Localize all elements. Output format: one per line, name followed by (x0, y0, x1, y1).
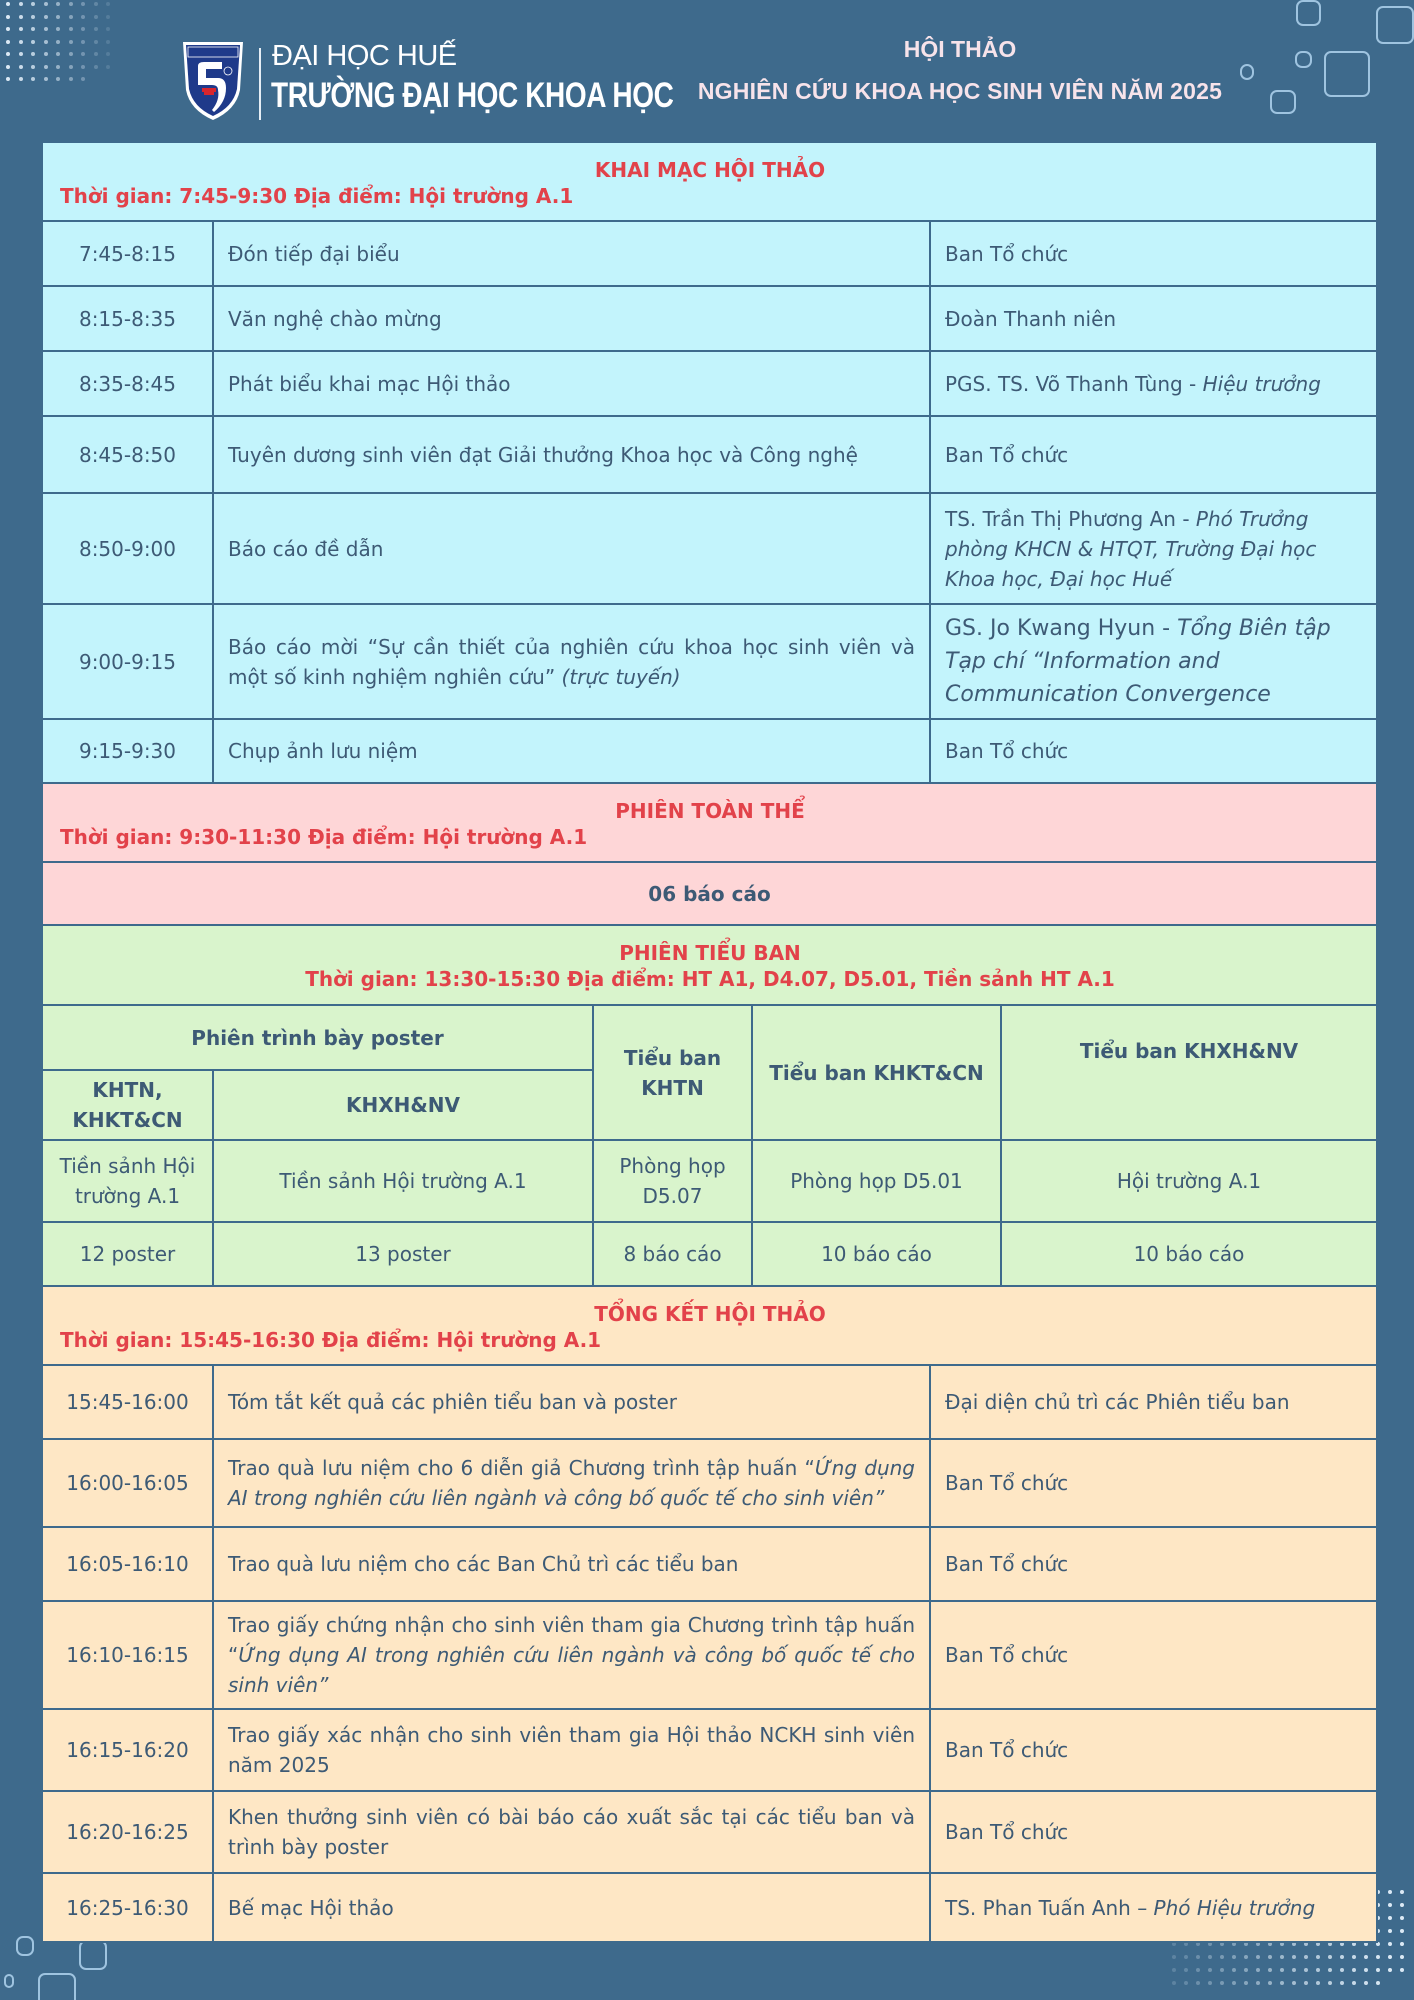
section-meta: Thời gian: 15:45-16:30 Địa điểm: Hội trường A.1 (60, 1327, 602, 1352)
presenter: Ban Tổ chức (945, 442, 1069, 467)
time-cell (42, 1365, 213, 1439)
time-cell (42, 286, 213, 351)
activity-cell (213, 1791, 930, 1873)
location-cell (42, 1140, 213, 1222)
dot (1292, 1968, 1296, 1972)
presenter: Đoàn Thanh niên (945, 306, 1117, 331)
dot (1184, 1981, 1188, 1985)
dot (1268, 1981, 1272, 1985)
presenter: Ban Tổ chức (945, 1643, 1069, 1667)
activity: Trao giấy chứng nhận cho sinh viên tham gia Chương trình tập huấn “ (228, 1613, 915, 1667)
activity-emphasis: (trực tuyến) (561, 664, 681, 689)
time: 15:45-16:00 (66, 1390, 189, 1414)
presenter-cell (930, 493, 1377, 604)
count-cell (1001, 1222, 1377, 1286)
presenter: TS. Phan Tuấn Anh – (945, 1895, 1154, 1920)
activity: Tuyên dương sinh viên đạt Giải thưởng Khoa học và Công nghệ (228, 442, 858, 467)
dot (1268, 1968, 1272, 1972)
dot (1304, 1968, 1308, 1972)
university-logo (178, 38, 248, 122)
dot (1316, 1981, 1320, 1985)
time: 16:20-16:25 (66, 1820, 189, 1844)
presenter-cell (930, 604, 1377, 719)
dot (1304, 1981, 1308, 1985)
agenda-table (41, 141, 1378, 1943)
closing-section-header (42, 1286, 1377, 1365)
presenter-cell (930, 1365, 1377, 1439)
presenter: GS. Jo Kwang Hyun - (945, 616, 1178, 641)
agenda-row (42, 1709, 1377, 1791)
dot (1400, 1968, 1404, 1972)
activity-cell (213, 286, 930, 351)
plenary-report-count: 06 báo cáo (648, 881, 771, 906)
count-cell (213, 1222, 593, 1286)
time: 16:00-16:05 (66, 1471, 189, 1495)
column-header-label: Tiểu ban KHTN (623, 1045, 722, 1100)
time-cell (42, 1439, 213, 1527)
time: 7:45-8:15 (78, 241, 177, 266)
dot (1196, 1955, 1200, 1959)
location: Hội trường A.1 (1116, 1169, 1262, 1193)
dot (1316, 1955, 1320, 1959)
time-cell (42, 1601, 213, 1709)
presenter-cell (930, 1791, 1377, 1873)
section-meta: Thời gian: 13:30-15:30 Địa điểm: HT A1, D4.07, D5.01, Tiền sảnh HT A.1 (305, 967, 1115, 991)
agenda-row (42, 719, 1377, 783)
agenda-row (42, 1439, 1377, 1527)
parallel-header-row (42, 1005, 1377, 1070)
location-cell (213, 1140, 593, 1222)
dot (1364, 1955, 1368, 1959)
activity: Báo cáo đề dẫn (228, 536, 384, 561)
presenter: Ban Tổ chức (945, 1820, 1069, 1844)
activity-cell (213, 351, 930, 416)
section-title: KHAI MẠC HỘI THẢO (594, 157, 826, 182)
dot (1184, 1968, 1188, 1972)
dot (1280, 1981, 1284, 1985)
dot (1292, 1981, 1296, 1985)
section-meta: Thời gian: 7:45-9:30 Địa điểm: Hội trường A.1 (60, 183, 574, 208)
decorative-square (38, 1973, 76, 2000)
column-header (593, 1005, 752, 1140)
presenter-cell (930, 1601, 1377, 1709)
presenter: TS. Trần Thị Phương An - (945, 506, 1196, 531)
dot (1352, 1955, 1356, 1959)
dot (1340, 1968, 1344, 1972)
presenter-role: Phó Hiệu trưởng (1153, 1895, 1316, 1920)
activity-cell (213, 221, 930, 286)
column-header-label: KHXH&NV (345, 1093, 461, 1117)
dot (1220, 1955, 1224, 1959)
presenter-role: Hiệu trưởng (1202, 371, 1321, 396)
dot (1400, 1903, 1404, 1907)
section-title: TỔNG KẾT HỘI THẢO (594, 1301, 826, 1326)
presenter-cell (930, 1709, 1377, 1791)
page-header (0, 0, 1414, 140)
dot (1184, 1955, 1188, 1959)
agenda-row (42, 493, 1377, 604)
dot (1196, 1981, 1200, 1985)
dot (1280, 1968, 1284, 1972)
dot (1280, 1955, 1284, 1959)
activity-cell (213, 719, 930, 783)
parallel-section-header (42, 925, 1377, 1005)
location: Phòng họp D5.01 (790, 1169, 963, 1193)
presenter: Ban Tổ chức (945, 241, 1069, 266)
presenter: Đại diện chủ trì các Phiên tiểu ban (945, 1390, 1290, 1414)
plenary-summary-row (42, 862, 1377, 925)
dot (1388, 1916, 1392, 1920)
presenter: Ban Tổ chức (945, 1471, 1069, 1495)
dot (1352, 1968, 1356, 1972)
time-cell (42, 1873, 213, 1942)
dot (1376, 1968, 1380, 1972)
time: 8:50-9:00 (78, 536, 177, 561)
activity-cell (213, 1709, 930, 1791)
dot (1172, 1955, 1176, 1959)
activity: Văn nghệ chào mừng (228, 306, 442, 331)
time-cell (42, 493, 213, 604)
activity: Khen thưởng sinh viên có bài báo cáo xuất sắc tại các tiểu ban và trình bày poster (228, 1805, 915, 1859)
dot (1388, 1929, 1392, 1933)
dot (1196, 1968, 1200, 1972)
dot (1292, 1955, 1296, 1959)
location-cell (1001, 1140, 1377, 1222)
time: 9:15-9:30 (78, 739, 177, 763)
presenter-cell (930, 351, 1377, 416)
count: 12 poster (79, 1242, 176, 1266)
dot (1232, 1955, 1236, 1959)
agenda-row (42, 1791, 1377, 1873)
column-header (752, 1005, 1001, 1140)
dot (1208, 1981, 1212, 1985)
count-cell (752, 1222, 1001, 1286)
dot (1400, 1942, 1404, 1946)
presenter-role: Tổng Biên tập Tạp chí “Information and Communication Convergence (945, 616, 1331, 707)
agenda-row (42, 604, 1377, 719)
column-header-label: Tiểu ban KHXH&NV (1079, 1039, 1299, 1063)
parallel-counts-row (42, 1222, 1377, 1286)
presenter: Ban Tổ chức (945, 1738, 1069, 1762)
poster-group-header (42, 1005, 593, 1070)
count-cell (593, 1222, 752, 1286)
dot (1208, 1955, 1212, 1959)
dot (1316, 1968, 1320, 1972)
school-name: TRƯỜNG ĐẠI HỌC KHOA HỌC (271, 76, 674, 115)
time: 16:15-16:20 (66, 1738, 189, 1762)
time-cell (42, 416, 213, 493)
event-title: HỘI THẢO (903, 36, 1017, 62)
column-header-label: KHTN, KHKT&CN (72, 1078, 183, 1132)
agenda-row (42, 1601, 1377, 1709)
dot (1376, 1955, 1380, 1959)
time: 8:35-8:45 (78, 371, 177, 396)
dot (1268, 1955, 1272, 1959)
dot (1340, 1981, 1344, 1985)
agenda-row (42, 416, 1377, 493)
dot (1244, 1981, 1248, 1985)
activity-cell (213, 604, 930, 719)
activity-cell (213, 1365, 930, 1439)
plenary-section-header (42, 783, 1377, 862)
count: 10 báo cáo (821, 1242, 932, 1266)
poster-group-label: Phiên trình bày poster (191, 1025, 444, 1050)
time: 8:45-8:50 (78, 442, 177, 467)
column-header (42, 1070, 213, 1140)
decorative-square (16, 1936, 34, 1956)
presenter: Ban Tổ chức (945, 1552, 1069, 1576)
dot (1328, 1955, 1332, 1959)
presenter-cell (930, 1873, 1377, 1942)
activity: Tóm tắt kết quả các phiên tiểu ban và poster (228, 1390, 678, 1414)
presenter-role: Phó Trưởng phòng KHCN & HTQT, Trường Đại học Khoa học, Đại học Huế (945, 506, 1317, 591)
dot (1256, 1955, 1260, 1959)
location: Tiền sảnh Hội trường A.1 (279, 1169, 527, 1193)
activity-cell (213, 493, 930, 604)
agenda-row (42, 286, 1377, 351)
column-header (1001, 1005, 1377, 1140)
time-cell (42, 221, 213, 286)
dot (1388, 1890, 1392, 1894)
dot (1400, 1916, 1404, 1920)
opening-section-header (42, 142, 1377, 221)
presenter-cell (930, 1527, 1377, 1601)
dot (1172, 1981, 1176, 1985)
dot (1352, 1981, 1356, 1985)
activity: Trao quà lưu niệm cho các Ban Chủ trì các tiểu ban (228, 1552, 739, 1576)
agenda-row (42, 1527, 1377, 1601)
time-cell (42, 351, 213, 416)
agenda-row (42, 1365, 1377, 1439)
dot (1388, 1955, 1392, 1959)
decorative-square (4, 1974, 14, 1988)
presenter-cell (930, 221, 1377, 286)
time: 16:05-16:10 (66, 1552, 189, 1576)
count: 10 báo cáo (1133, 1242, 1245, 1266)
time-cell (42, 1709, 213, 1791)
presenter: Ban Tổ chức (945, 739, 1069, 763)
time-cell (42, 719, 213, 783)
decorative-square (79, 1940, 107, 1970)
dot (1400, 1890, 1404, 1894)
location-cell (752, 1140, 1001, 1222)
activity: Báo cáo mời “Sự cần thiết của nghiên cứu khoa học sinh viên và một số kinh nghiệm nghiên cứu” (228, 634, 915, 689)
activity-cell (213, 1527, 930, 1601)
event-subtitle: NGHIÊN CỨU KHOA HỌC SINH VIÊN NĂM 2025 (697, 78, 1223, 104)
section-title: PHIÊN TIỂU BAN (619, 941, 801, 965)
dot (1328, 1981, 1332, 1985)
dot (1388, 1968, 1392, 1972)
dot (1232, 1981, 1236, 1985)
activity: Bế mạc Hội thảo (228, 1895, 394, 1920)
time-cell (42, 604, 213, 719)
dot (1364, 1968, 1368, 1972)
dot (1364, 1981, 1368, 1985)
column-header-label: Tiểu ban KHKT&CN (769, 1060, 984, 1085)
dot (1244, 1955, 1248, 1959)
activity-emphasis: Ứng dụng AI trong nghiên cứu liên ngành và công bố quốc tế cho sinh viên” (228, 1456, 915, 1510)
dot (1400, 1929, 1404, 1933)
time: 9:00-9:15 (78, 649, 177, 674)
activity: Chụp ảnh lưu niệm (228, 739, 418, 763)
agenda-row (42, 351, 1377, 416)
count: 13 poster (355, 1242, 451, 1266)
activity-cell (213, 416, 930, 493)
location-cell (593, 1140, 752, 1222)
dot (1388, 1903, 1392, 1907)
count-cell (42, 1222, 213, 1286)
dot (1220, 1981, 1224, 1985)
agenda-row (42, 1873, 1377, 1942)
location: Tiền sảnh Hội trường A.1 (59, 1154, 196, 1208)
column-header (213, 1070, 593, 1140)
logo-divider (259, 48, 261, 120)
university-name: ĐẠI HỌC HUẾ (272, 40, 457, 72)
count: 8 báo cáo (623, 1242, 722, 1266)
dot (1376, 1981, 1380, 1985)
section-meta: Thời gian: 9:30-11:30 Địa điểm: Hội trường A.1 (60, 824, 588, 849)
dot (1340, 1955, 1344, 1959)
dot (1328, 1968, 1332, 1972)
parallel-locations-row (42, 1140, 1377, 1222)
dot (1244, 1968, 1248, 1972)
time-cell (42, 1527, 213, 1601)
time: 16:10-16:15 (66, 1643, 189, 1667)
activity-cell (213, 1601, 930, 1709)
presenter-cell (930, 719, 1377, 783)
presenter-cell (930, 416, 1377, 493)
activity-emphasis: Ứng dụng AI trong nghiên cứu liên ngành và công bố quốc tế cho sinh viên” (228, 1643, 915, 1697)
dot (1400, 1955, 1404, 1959)
presenter: PGS. TS. Võ Thanh Tùng - (945, 371, 1203, 396)
time: 16:25-16:30 (66, 1895, 189, 1920)
activity: Trao giấy xác nhận cho sinh viên tham gia Hội thảo NCKH sinh viên năm 2025 (228, 1723, 915, 1777)
location: Phòng họp D5.07 (619, 1154, 726, 1208)
dot (1388, 1942, 1392, 1946)
activity: Đón tiếp đại biểu (228, 241, 400, 266)
presenter-cell (930, 286, 1377, 351)
activity: Phát biểu khai mạc Hội thảo (228, 371, 511, 396)
dot (1256, 1981, 1260, 1985)
time-cell (42, 1791, 213, 1873)
presenter-cell (930, 1439, 1377, 1527)
dot (1256, 1968, 1260, 1972)
dot (1304, 1955, 1308, 1959)
activity: Trao quà lưu niệm cho 6 diễn giả Chương trình tập huấn “ (228, 1456, 815, 1480)
agenda-row (42, 221, 1377, 286)
dot (1172, 1968, 1176, 1972)
activity-cell (213, 1439, 930, 1527)
dot (1232, 1968, 1236, 1972)
time: 8:15-8:35 (78, 306, 177, 331)
activity-cell (213, 1873, 930, 1942)
dot (1208, 1968, 1212, 1972)
dot (1220, 1968, 1224, 1972)
section-title: PHIÊN TOÀN THỂ (615, 798, 805, 823)
